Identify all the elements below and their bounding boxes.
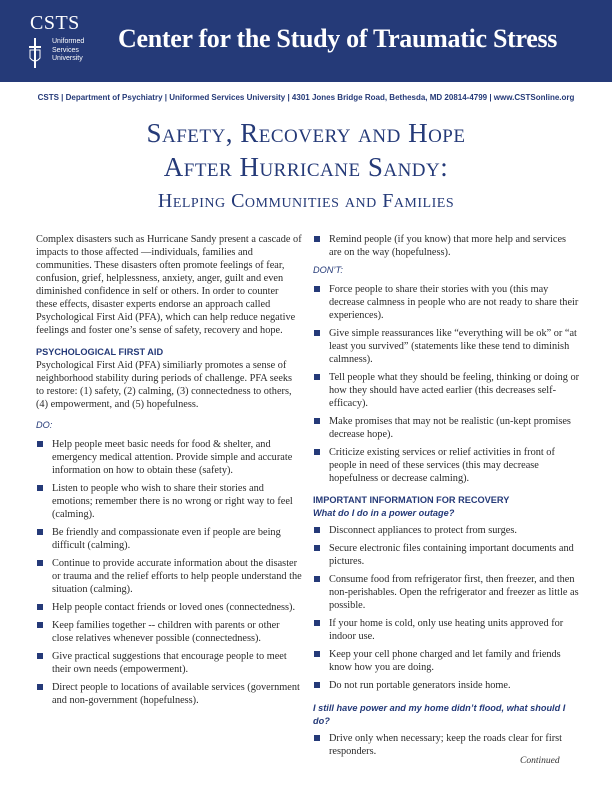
title-line-2: After Hurricane Sandy: (163, 152, 449, 182)
bullet-square-icon (314, 651, 320, 657)
bullet-square-icon (314, 620, 320, 626)
bullet-square-icon (314, 418, 320, 424)
recovery-heading: IMPORTANT INFORMATION FOR RECOVERY (313, 495, 510, 505)
title-line-1: Safety, Recovery and Hope (146, 118, 466, 148)
do-label: DO: (36, 420, 53, 430)
list-item: Help people meet basic needs for food & shelter, and emergency medical attention. Provide simple and accurate information on how to obtain these (safety). (36, 438, 302, 477)
left-column (36, 233, 302, 712)
address-line: CSTS | Department of Psychiatry | Uniformed Services University | 4301 Jones Bridge Road, Bethesda, MD 20814-4799 | www.CSTSonline.org (37, 93, 575, 102)
bullet-square-icon (37, 653, 43, 659)
list-item: Criticize existing services or relief activities in front of people in need of these services (this may decrease hopefulness or decrease calming). (313, 446, 580, 485)
list-item: Remind people (if you know) that more help and services are on the way (hopefulness). (313, 233, 580, 259)
logo-text: CSTS (30, 12, 80, 34)
pfa-paragraph: Psychological First Aid (PFA) similiarly promotes a sense of neighborhood stability during periods of challenge. PFA seeks to restore: (1) safety, (2) calming, (3) connectedness to others, (4) empowerment, and (5) hopefulness. (36, 360, 293, 410)
logo-sub-2: Services (52, 46, 79, 54)
power-outage-question: What do I do in a power outage? (313, 508, 455, 518)
bullet-square-icon (314, 236, 320, 242)
bullet-square-icon (314, 286, 320, 292)
do-list (36, 438, 302, 707)
bullet-square-icon (37, 441, 43, 447)
bullet-square-icon (314, 576, 320, 582)
continued-label: Continued (520, 756, 560, 766)
bullet-square-icon (314, 449, 320, 455)
logo-sub-1: Uniformed (52, 38, 85, 45)
list-item: Continue to provide accurate information about the disaster or trauma and the relief efforts to help people understand the situation (calming). (36, 557, 302, 596)
list-item: Drive only when necessary; keep the roads clear for first responders. (313, 732, 580, 758)
bullet-square-icon (314, 527, 320, 533)
list-item: Listen to people who wish to share their stories and emotions; remember there is no wrong or right way to feel (calming). (36, 482, 302, 521)
subtitle: Helping Communities and Families (157, 190, 455, 212)
power-outage-list (313, 524, 580, 692)
banner-title: Center for the Study of Traumatic Stress (118, 24, 558, 53)
power-question: I still have power and my home didn’t flood, what should I do? (313, 703, 566, 726)
bullet-square-icon (314, 374, 320, 380)
list-item: Direct people to locations of available services (government and non-government (hopefulness). (36, 681, 302, 707)
bullet-square-icon (314, 682, 320, 688)
list-item: Keep your cell phone charged and let family and friends know how you are doing. (313, 648, 580, 674)
power-list (313, 732, 580, 758)
dont-list (313, 283, 580, 485)
bullet-square-icon (37, 529, 43, 535)
bullet-square-icon (37, 560, 43, 566)
dont-label: DON’T: (313, 265, 343, 275)
do-list-continued (313, 233, 580, 259)
list-item: Keep families together -- children with parents or other close relatives whenever possible (connectedness). (36, 619, 302, 645)
list-item: Give simple reassurances like “everything will be ok” or “at least you survived” (statements like these tend to diminish calmness). (313, 327, 580, 366)
bullet-square-icon (314, 330, 320, 336)
list-item: Give practical suggestions that encourage people to meet their own needs (empowerment). (36, 650, 302, 676)
bullet-square-icon (37, 684, 43, 690)
right-column (313, 233, 580, 763)
list-item: If your home is cold, only use heating units approved for indoor use. (313, 617, 580, 643)
list-item: Be friendly and compassionate even if people are being difficult (calming). (36, 526, 302, 552)
list-item: Make promises that may not be realistic (un-kept promises decrease hope). (313, 415, 580, 441)
pfa-heading: PSYCHOLOGICAL FIRST AID (36, 347, 164, 357)
header-banner (0, 0, 612, 82)
csts-logo (26, 12, 106, 72)
bullet-square-icon (37, 622, 43, 628)
bullet-square-icon (37, 604, 43, 610)
logo-sub-3: University (52, 55, 83, 62)
list-item: Tell people what they should be feeling, thinking or doing or how they should have acted earlier (this decreases self-efficacy). (313, 371, 580, 410)
list-item: Do not run portable generators inside home. (313, 679, 580, 692)
list-item: Consume food from refrigerator first, then freezer, and then non-perishables. Open the refrigerator and freezer as little as possible. (313, 573, 580, 612)
list-item: Help people contact friends or loved ones (connectedness). (36, 601, 302, 614)
list-item: Secure electronic files containing important documents and pictures. (313, 542, 580, 568)
bullet-square-icon (314, 545, 320, 551)
shield-icon (28, 38, 42, 68)
bullet-square-icon (37, 485, 43, 491)
list-item: Force people to share their stories with you (this may decrease calmness in people who are not ready to share their experiences). (313, 283, 580, 322)
intro-paragraph: Complex disasters such as Hurricane Sandy present a cascade of impacts to those affected —individuals, families and communities. These disasters often promote feelings of fear, confusion, grief, helplessness, anxiety, anger, guilt and even diminished confidence in self or others. In order to counter these effects, disaster experts endorse an approach called Psychological First Aid (PFA), which can help reduce negative feelings and foster one’s sense of safety, recovery and hope. (36, 234, 302, 336)
list-item: Disconnect appliances to protect from surges. (313, 524, 580, 537)
bullet-square-icon (314, 735, 320, 741)
